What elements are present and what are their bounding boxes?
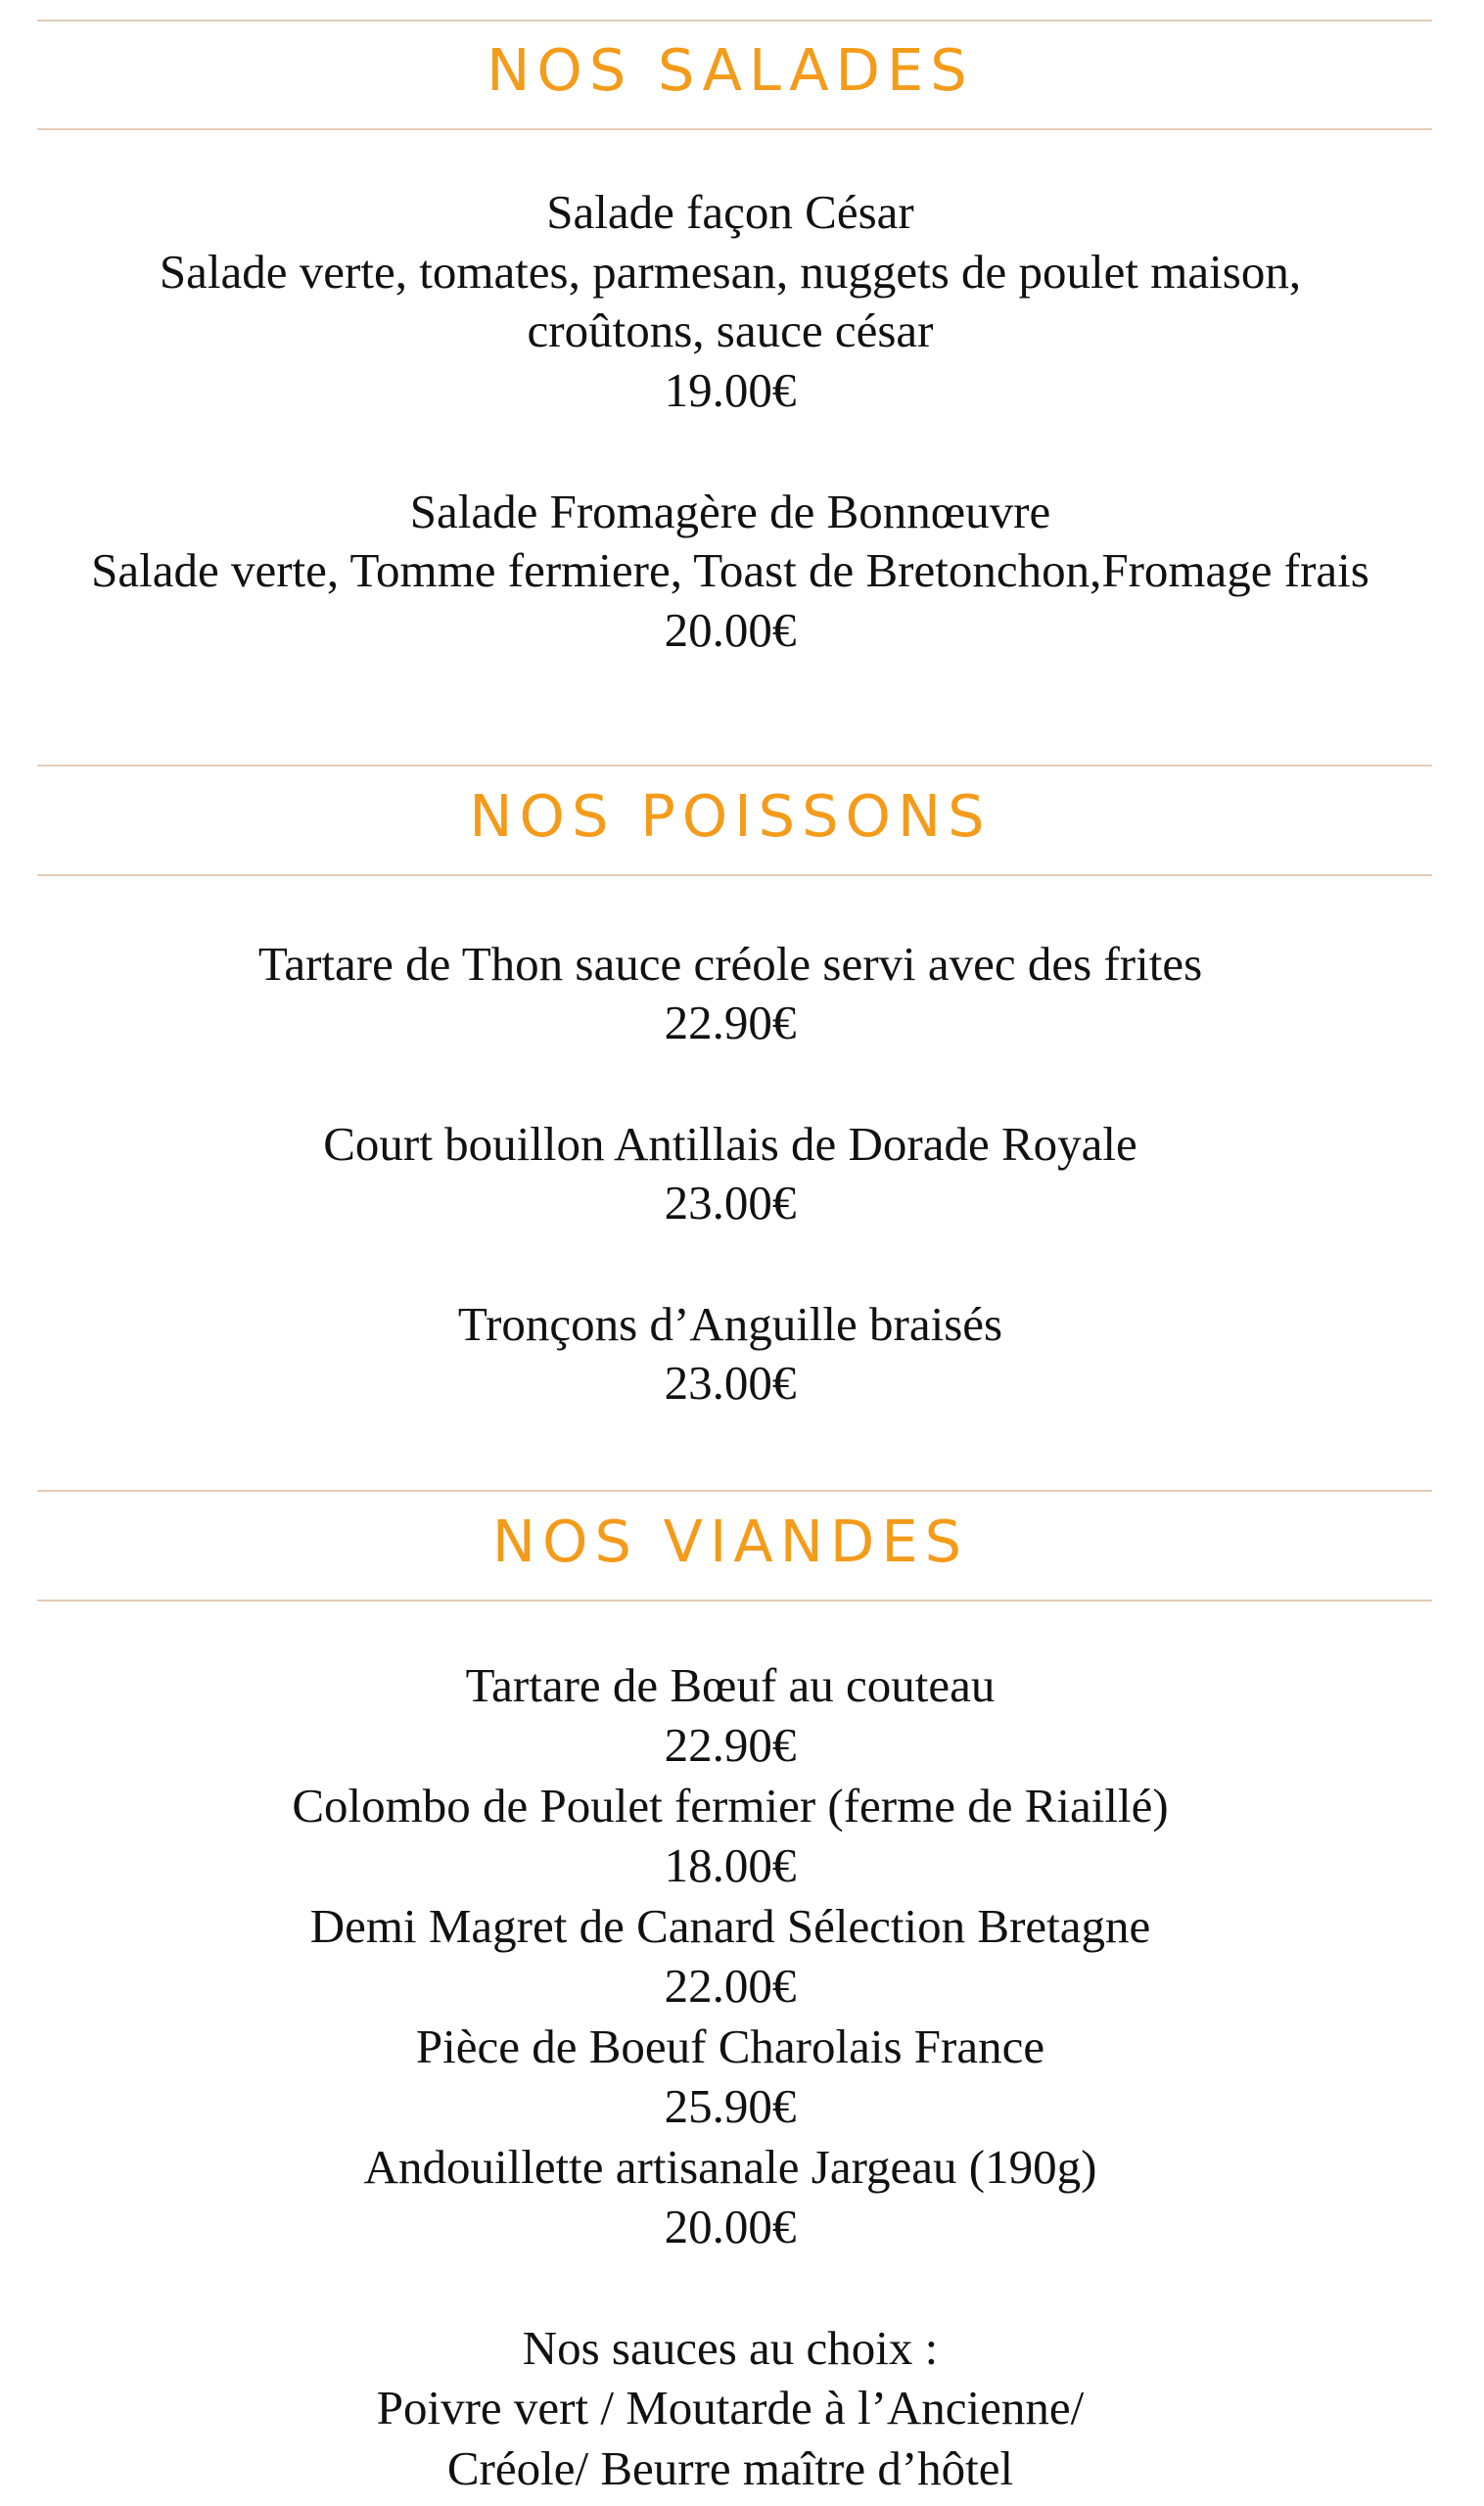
dish-price: 25.90€ — [664, 2079, 797, 2133]
dish-description: croûtons, sauce césar — [527, 303, 934, 357]
sauces-list: Créole/ Beurre maître d’hôtel — [446, 2441, 1014, 2495]
dish-price: 18.00€ — [664, 1838, 797, 1892]
section-divider — [37, 1490, 1432, 1492]
dish-name: Tartare de Thon sauce créole servi avec des frites — [257, 937, 1203, 991]
dish-name: Demi Magret de Canard Sélection Bretagne — [309, 1899, 1151, 1953]
dish-name: Salade Fromagère de Bonnœuvre — [409, 485, 1051, 538]
dish-price: 19.00€ — [664, 363, 797, 417]
dish-price: 22.90€ — [664, 996, 797, 1049]
sauces-title: Nos sauces au choix : — [522, 2321, 939, 2375]
section-title-viandes: NOS VIANDES — [491, 1508, 969, 1575]
dish-price: 22.00€ — [664, 1959, 797, 2013]
dish-price: 23.00€ — [664, 1356, 797, 1410]
sauces-list: Poivre vert / Moutarde à l’Ancienne/ — [376, 2381, 1085, 2435]
dish-description: Salade verte, tomates, parmesan, nuggets de poulet maison, — [159, 245, 1302, 299]
section-divider — [37, 1600, 1432, 1601]
section-divider — [37, 765, 1432, 766]
dish-name: Tartare de Bœuf au couteau — [465, 1658, 996, 1712]
dish-price: 20.00€ — [664, 603, 797, 657]
dish-name: Pièce de Boeuf Charolais France — [415, 2019, 1045, 2073]
dish-name: Salade façon César — [546, 185, 914, 239]
dish-price: 23.00€ — [664, 1176, 797, 1230]
section-divider — [37, 128, 1432, 130]
section-divider — [37, 20, 1432, 22]
dish-price: 22.90€ — [664, 1718, 797, 1772]
section-title-salades: NOS SALADES — [487, 36, 974, 104]
section-divider — [37, 874, 1432, 876]
dish-description: Salade verte, Tomme fermiere, Toast de Bretonchon,Fromage frais — [91, 543, 1369, 597]
dish-name: Colombo de Poulet fermier (ferme de Riaillé) — [292, 1779, 1169, 1833]
dish-name: Tronçons d’Anguille braisés — [457, 1297, 1003, 1351]
dish-name: Court bouillon Antillais de Dorade Royale — [323, 1117, 1137, 1171]
section-title-poissons: NOS POISSONS — [469, 782, 992, 850]
dish-name: Andouillette artisanale Jargeau (190g) — [363, 2140, 1097, 2194]
dish-price: 20.00€ — [664, 2200, 797, 2253]
